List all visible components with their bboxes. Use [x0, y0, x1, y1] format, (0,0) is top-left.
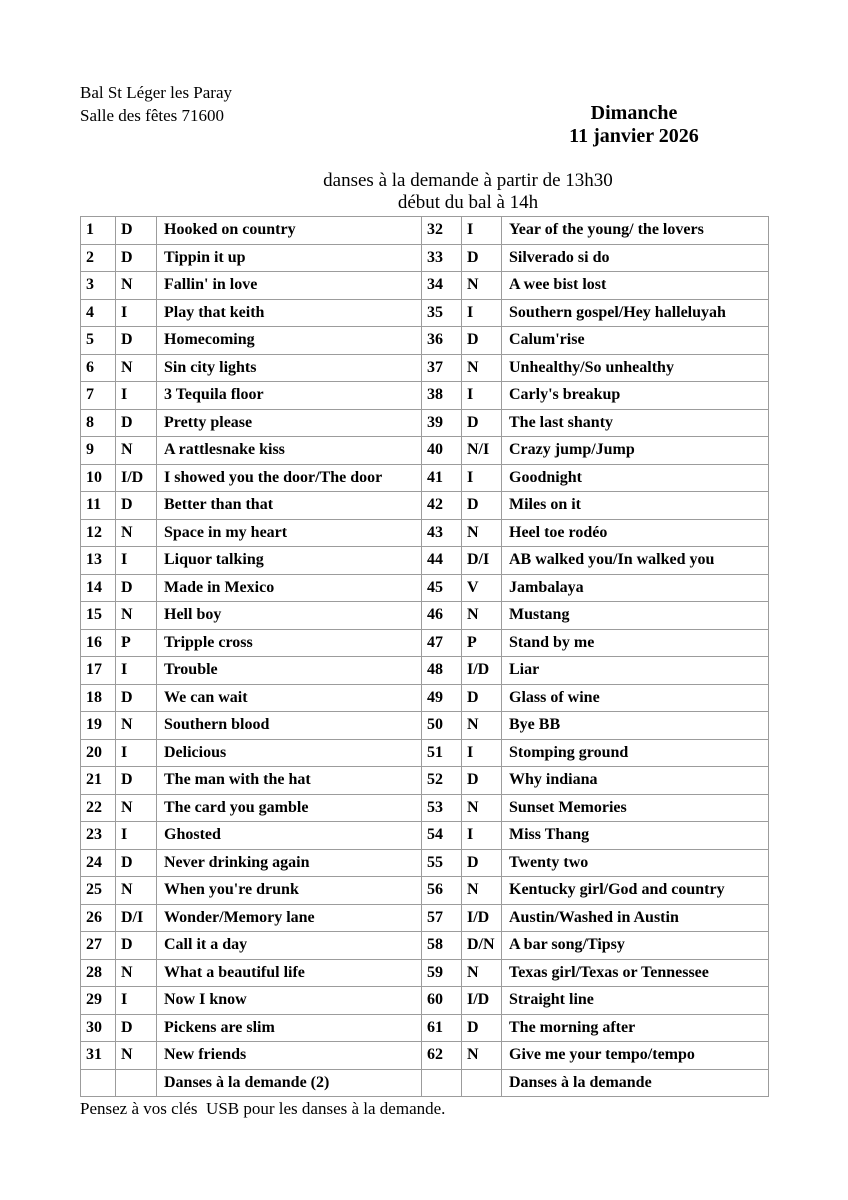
dance-code: I/D	[462, 657, 502, 685]
dance-code: D	[462, 684, 502, 712]
dance-code: I	[462, 299, 502, 327]
song-title: Space in my heart	[157, 519, 422, 547]
song-number: 52	[422, 767, 462, 795]
empty-cell	[462, 1069, 502, 1097]
song-title: Tippin it up	[157, 244, 422, 272]
song-number: 4	[81, 299, 116, 327]
empty-cell	[116, 1069, 157, 1097]
song-number: 24	[81, 849, 116, 877]
playlist-row	[81, 299, 769, 327]
song-number: 33	[422, 244, 462, 272]
song-title: Glass of wine	[502, 684, 769, 712]
song-number: 16	[81, 629, 116, 657]
dance-code: V	[462, 574, 502, 602]
song-number: 45	[422, 574, 462, 602]
song-number: 23	[81, 822, 116, 850]
song-number: 27	[81, 932, 116, 960]
playlist-row	[81, 437, 769, 465]
dance-code: N	[462, 959, 502, 987]
song-number: 39	[422, 409, 462, 437]
dance-code: N	[462, 1042, 502, 1070]
song-title: The morning after	[502, 1014, 769, 1042]
song-title: Unhealthy/So unhealthy	[502, 354, 769, 382]
song-title: Stand by me	[502, 629, 769, 657]
playlist-row	[81, 932, 769, 960]
song-number: 36	[422, 327, 462, 355]
song-title: Year of the young/ the lovers	[502, 217, 769, 245]
dance-code: I	[462, 464, 502, 492]
song-number: 10	[81, 464, 116, 492]
empty-cell	[422, 1069, 462, 1097]
song-title: Ghosted	[157, 822, 422, 850]
song-number: 9	[81, 437, 116, 465]
song-title: Tripple cross	[157, 629, 422, 657]
song-number: 29	[81, 987, 116, 1015]
song-number: 53	[422, 794, 462, 822]
song-number: 60	[422, 987, 462, 1015]
dance-code: I	[116, 299, 157, 327]
song-number: 35	[422, 299, 462, 327]
song-title: Trouble	[157, 657, 422, 685]
dance-code: D	[462, 849, 502, 877]
song-number: 25	[81, 877, 116, 905]
song-number: 22	[81, 794, 116, 822]
song-title: We can wait	[157, 684, 422, 712]
playlist-row	[81, 1042, 769, 1070]
dance-code: D	[116, 244, 157, 272]
dance-code: N	[462, 877, 502, 905]
dance-code: D	[462, 327, 502, 355]
song-number: 3	[81, 272, 116, 300]
song-title: Why indiana	[502, 767, 769, 795]
dance-code: N	[462, 712, 502, 740]
playlist-row	[81, 822, 769, 850]
song-title: Wonder/Memory lane	[157, 904, 422, 932]
song-number: 8	[81, 409, 116, 437]
dance-code: N	[462, 354, 502, 382]
playlist-row	[81, 354, 769, 382]
playlist-row	[81, 492, 769, 520]
song-number: 21	[81, 767, 116, 795]
song-title: New friends	[157, 1042, 422, 1070]
playlist-row	[81, 1014, 769, 1042]
song-title: Pretty please	[157, 409, 422, 437]
song-title: When you're drunk	[157, 877, 422, 905]
usb-reminder-note: Pensez à vos clés USB pour les danses à la demande.	[80, 1099, 446, 1118]
dance-code: I	[116, 987, 157, 1015]
dance-code: I	[116, 822, 157, 850]
dance-code: D	[462, 1014, 502, 1042]
dance-code: I/D	[462, 904, 502, 932]
dance-code: D	[462, 767, 502, 795]
song-number: 20	[81, 739, 116, 767]
dance-code: N	[116, 272, 157, 300]
song-number: 2	[81, 244, 116, 272]
song-title: Straight line	[502, 987, 769, 1015]
song-title: Mustang	[502, 602, 769, 630]
song-number: 6	[81, 354, 116, 382]
song-title: The last shanty	[502, 409, 769, 437]
song-number: 28	[81, 959, 116, 987]
song-number: 1	[81, 217, 116, 245]
dance-code: I	[462, 217, 502, 245]
song-title: Bye BB	[502, 712, 769, 740]
dance-code: N	[116, 519, 157, 547]
event-date-block	[520, 102, 748, 148]
song-number: 59	[422, 959, 462, 987]
song-number: 15	[81, 602, 116, 630]
song-number: 56	[422, 877, 462, 905]
song-title: Hell boy	[157, 602, 422, 630]
dance-code: D/I	[462, 547, 502, 575]
song-title: Homecoming	[157, 327, 422, 355]
song-number: 30	[81, 1014, 116, 1042]
song-title: Delicious	[157, 739, 422, 767]
dance-code: D/I	[116, 904, 157, 932]
playlist-row	[81, 657, 769, 685]
song-number: 43	[422, 519, 462, 547]
dance-code: N	[116, 712, 157, 740]
song-number: 40	[422, 437, 462, 465]
dance-code: D	[462, 409, 502, 437]
song-number: 31	[81, 1042, 116, 1070]
song-title: Southern blood	[157, 712, 422, 740]
song-title: Southern gospel/Hey halleluyah	[502, 299, 769, 327]
song-title: Now I know	[157, 987, 422, 1015]
playlist-row	[81, 794, 769, 822]
dance-code: D	[116, 574, 157, 602]
song-number: 5	[81, 327, 116, 355]
dance-code: D	[116, 327, 157, 355]
dance-code: N	[116, 959, 157, 987]
song-title: Never drinking again	[157, 849, 422, 877]
dance-code: D	[462, 244, 502, 272]
song-title: Carly's breakup	[502, 382, 769, 410]
song-title: Sin city lights	[157, 354, 422, 382]
song-title: Calum'rise	[502, 327, 769, 355]
song-number: 62	[422, 1042, 462, 1070]
playlist-row	[81, 739, 769, 767]
dance-code: N	[116, 877, 157, 905]
song-title: Give me your tempo/tempo	[502, 1042, 769, 1070]
song-number: 12	[81, 519, 116, 547]
song-title: Heel toe rodéo	[502, 519, 769, 547]
playlist-row	[81, 959, 769, 987]
song-number: 57	[422, 904, 462, 932]
playlist-row	[81, 629, 769, 657]
venue-name: Bal St Léger les Paray	[80, 83, 233, 102]
playlist-footer-row	[81, 1069, 769, 1097]
dance-code: N	[462, 272, 502, 300]
playlist-row	[81, 767, 769, 795]
song-title: Fallin' in love	[157, 272, 422, 300]
event-day: Dimanche	[590, 102, 678, 124]
playlist-row	[81, 244, 769, 272]
dance-code: N	[116, 602, 157, 630]
info-debut-bal: début du bal à 14h	[397, 192, 539, 213]
dance-code: D	[116, 217, 157, 245]
dance-code: D	[116, 767, 157, 795]
playlist-row	[81, 684, 769, 712]
venue-address: Salle des fêtes 71600	[80, 106, 224, 125]
song-title: Silverado si do	[502, 244, 769, 272]
song-number: 11	[81, 492, 116, 520]
song-number: 14	[81, 574, 116, 602]
playlist-table	[80, 216, 769, 1097]
song-title: The card you gamble	[157, 794, 422, 822]
dance-code: D	[116, 492, 157, 520]
song-title: The man with the hat	[157, 767, 422, 795]
song-number: 54	[422, 822, 462, 850]
song-title: A wee bist lost	[502, 272, 769, 300]
song-number: 47	[422, 629, 462, 657]
playlist-row	[81, 712, 769, 740]
song-number: 18	[81, 684, 116, 712]
song-number: 48	[422, 657, 462, 685]
playlist-row	[81, 409, 769, 437]
song-number: 13	[81, 547, 116, 575]
playlist-row	[81, 574, 769, 602]
dance-code: I	[116, 382, 157, 410]
dance-code: N	[116, 354, 157, 382]
song-title: Goodnight	[502, 464, 769, 492]
song-number: 7	[81, 382, 116, 410]
dance-code: N	[462, 794, 502, 822]
playlist-row	[81, 987, 769, 1015]
dance-code: I	[116, 547, 157, 575]
dance-code: I	[462, 382, 502, 410]
dance-code: I	[116, 739, 157, 767]
playlist-row	[81, 849, 769, 877]
playlist-row	[81, 217, 769, 245]
song-title: Made in Mexico	[157, 574, 422, 602]
song-title: Twenty two	[502, 849, 769, 877]
song-title: Play that keith	[157, 299, 422, 327]
song-title: Texas girl/Texas or Tennessee	[502, 959, 769, 987]
song-title: AB walked you/In walked you	[502, 547, 769, 575]
playlist-row	[81, 382, 769, 410]
dance-code: N	[116, 1042, 157, 1070]
dance-code: I	[462, 739, 502, 767]
song-title: Sunset Memories	[502, 794, 769, 822]
dance-code: I/D	[462, 987, 502, 1015]
song-number: 19	[81, 712, 116, 740]
dance-code: N	[462, 519, 502, 547]
event-info-block	[88, 170, 848, 214]
dance-code: D	[462, 492, 502, 520]
dance-code: I	[462, 822, 502, 850]
song-number: 58	[422, 932, 462, 960]
song-title: Liquor talking	[157, 547, 422, 575]
song-title: I showed you the door/The door	[157, 464, 422, 492]
song-number: 50	[422, 712, 462, 740]
danses-demande-left-label: Danses à la demande (2)	[157, 1069, 422, 1097]
song-title: A bar song/Tipsy	[502, 932, 769, 960]
dance-code: D	[116, 684, 157, 712]
song-number: 51	[422, 739, 462, 767]
song-number: 44	[422, 547, 462, 575]
playlist-row	[81, 904, 769, 932]
song-title: Stomping ground	[502, 739, 769, 767]
song-title: Jambalaya	[502, 574, 769, 602]
song-number: 41	[422, 464, 462, 492]
playlist-row	[81, 877, 769, 905]
dance-code: I/D	[116, 464, 157, 492]
playlist-row	[81, 272, 769, 300]
dance-code: N	[462, 602, 502, 630]
song-title: 3 Tequila floor	[157, 382, 422, 410]
song-number: 17	[81, 657, 116, 685]
dance-code: N	[116, 794, 157, 822]
song-number: 42	[422, 492, 462, 520]
song-number: 32	[422, 217, 462, 245]
playlist-table-body	[81, 217, 769, 1097]
song-number: 38	[422, 382, 462, 410]
song-title: Austin/Washed in Austin	[502, 904, 769, 932]
song-title: What a beautiful life	[157, 959, 422, 987]
song-title: Call it a day	[157, 932, 422, 960]
dance-code: N	[116, 437, 157, 465]
song-number: 46	[422, 602, 462, 630]
dance-code: D	[116, 932, 157, 960]
song-number: 26	[81, 904, 116, 932]
dance-code: D	[116, 849, 157, 877]
playlist-row	[81, 519, 769, 547]
playlist-row	[81, 327, 769, 355]
song-title: Liar	[502, 657, 769, 685]
song-number: 61	[422, 1014, 462, 1042]
song-title: Miss Thang	[502, 822, 769, 850]
dance-code: D	[116, 1014, 157, 1042]
song-title: Hooked on country	[157, 217, 422, 245]
event-date: 11 janvier 2026	[569, 125, 699, 147]
playlist-row	[81, 602, 769, 630]
playlist-row	[81, 547, 769, 575]
song-title: Pickens are slim	[157, 1014, 422, 1042]
song-number: 37	[422, 354, 462, 382]
dance-code: D/N	[462, 932, 502, 960]
info-danses-demande: danses à la demande à partir de 13h30	[323, 170, 613, 191]
empty-cell	[81, 1069, 116, 1097]
song-number: 49	[422, 684, 462, 712]
dance-code: I	[116, 657, 157, 685]
dance-code: D	[116, 409, 157, 437]
dance-code: N/I	[462, 437, 502, 465]
song-title: Better than that	[157, 492, 422, 520]
song-number: 55	[422, 849, 462, 877]
danses-demande-right-label: Danses à la demande	[502, 1069, 769, 1097]
dance-code: P	[116, 629, 157, 657]
song-title: A rattlesnake kiss	[157, 437, 422, 465]
venue-block	[80, 81, 232, 127]
song-number: 34	[422, 272, 462, 300]
song-title: Kentucky girl/God and country	[502, 877, 769, 905]
song-title: Miles on it	[502, 492, 769, 520]
song-title: Crazy jump/Jump	[502, 437, 769, 465]
playlist-row	[81, 464, 769, 492]
dance-code: P	[462, 629, 502, 657]
